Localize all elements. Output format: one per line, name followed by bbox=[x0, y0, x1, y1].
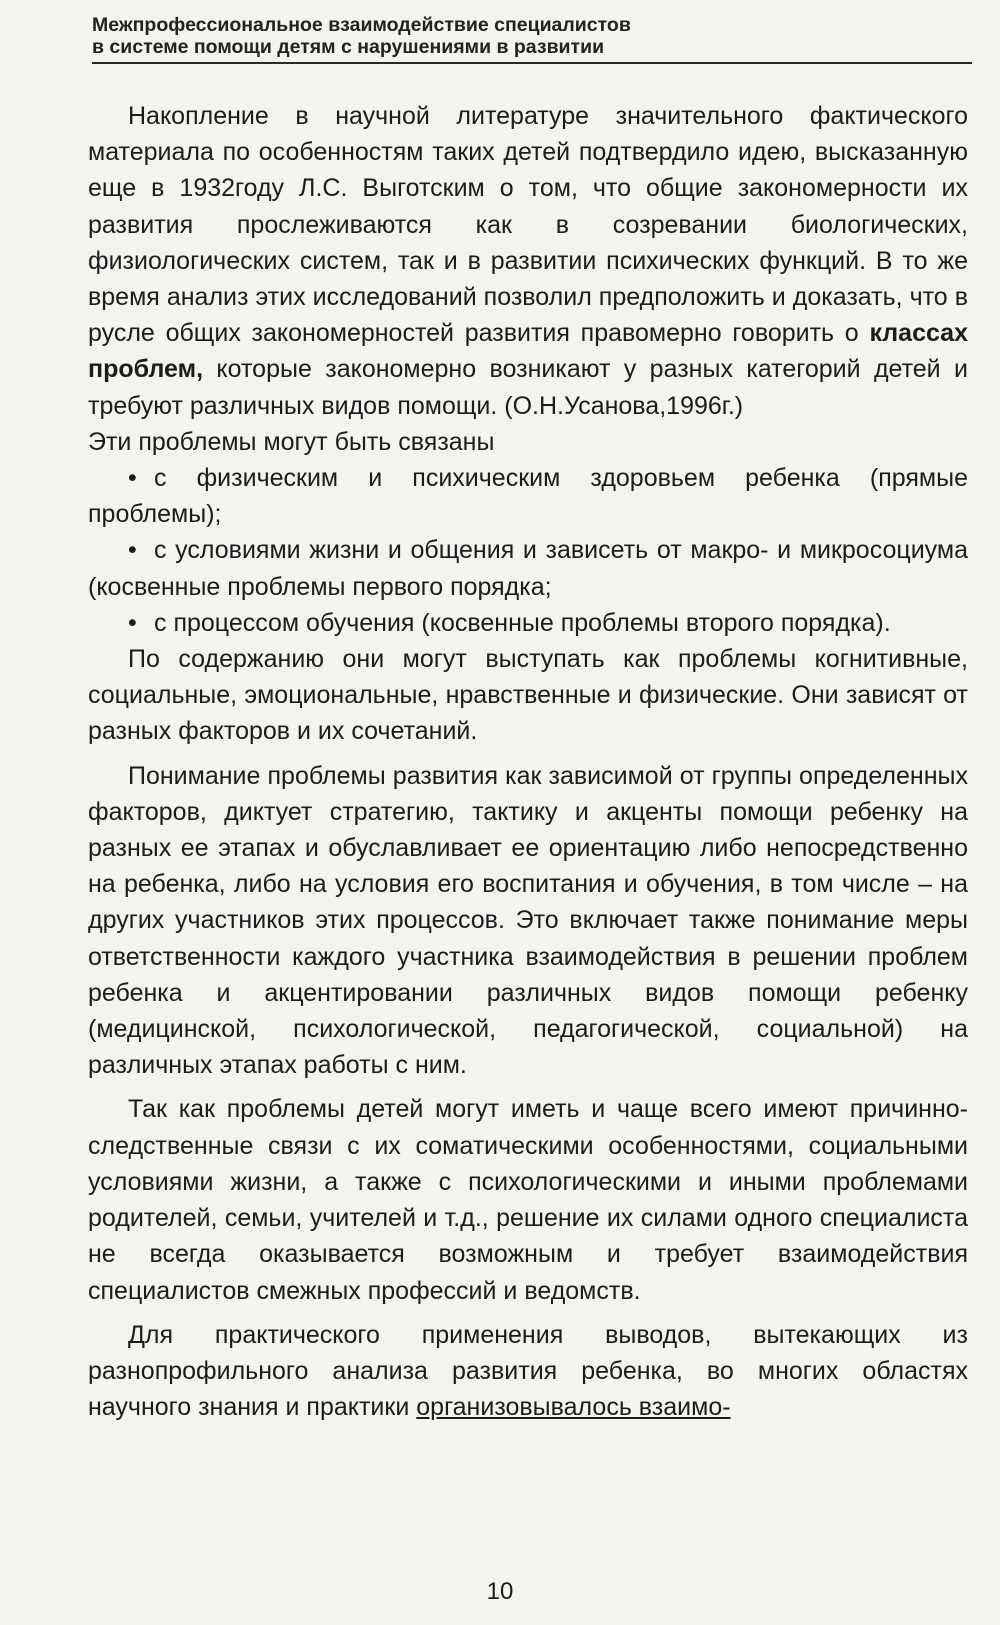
bullet-icon: • bbox=[128, 464, 137, 493]
paragraph-1-text-b: которые закономерно возникают у разных категорий детей и требуют различных видов помощи. (О.Н.Усанова,1996г.) bbox=[88, 355, 968, 420]
running-header bbox=[92, 14, 972, 64]
bullet-item-3 bbox=[88, 605, 968, 641]
page-number: 10 bbox=[486, 1578, 514, 1605]
header-line-1: Межпрофессиональное взаимодействие специалистов bbox=[92, 14, 631, 36]
key-term-bold: классах проблем, bbox=[88, 319, 968, 384]
paragraph-1 bbox=[88, 98, 968, 424]
paragraph-6-text: Для практического применения выводов, вытекающих из разнопрофильного анализа развития ребенка, во многих областях научного знания и практики bbox=[88, 1320, 968, 1422]
bullet-text-2: с условиями жизни и общения и зависеть от макро- и микросоциума (косвенные проблемы первого порядка; bbox=[88, 536, 968, 601]
paragraph-2: Эти проблемы могут быть связаны bbox=[88, 427, 495, 456]
paragraph-6 bbox=[88, 1317, 968, 1426]
bullet-item-2 bbox=[88, 532, 968, 604]
header-line-2: в системе помощи детям с нарушениями в развитии bbox=[92, 36, 605, 58]
bullet-text-1: с физическим и психическим здоровьем ребенка (прямые проблемы); bbox=[88, 464, 968, 529]
underlined-text: организовывалось взаимо- bbox=[416, 1393, 731, 1422]
paragraph-3: По содержанию они могут выступать как проблемы когнитивные, социальные, эмоциональные, нравственные и физические. Они зависят от разных факторов и их сочетаний. bbox=[88, 645, 968, 746]
bullet-text-3: с процессом обучения (косвенные проблемы второго порядка). bbox=[154, 608, 891, 637]
paragraph-5: Так как проблемы детей могут иметь и чаще всего имеют причинно-следственные связи с их соматическими особенностями, социальными условиями жизни, а также с психологическими и иными проблемами родителей, семьи, учителей и т.д., решение их силами одного специалиста не всегда оказывается возможным и требует взаимодействия специалистов смежных профессий и ведомств. bbox=[88, 1095, 968, 1305]
bullet-icon: • bbox=[128, 608, 137, 637]
paragraph-1-text-a: Накопление в научной литературе значительного фактического материала по особенностям таких детей подтвердило идею, высказанную еще в 1932году Л.С. Выготским о том, что общие закономерности их развития прослеживаются как в созревании биологических, физиологических систем, так и в развитии психических функций. В то же время анализ этих исследований позволил предположить и доказать, что в русле общих закономерностей развития правомерно говорить о bbox=[88, 102, 968, 348]
bullet-icon: • bbox=[128, 536, 137, 565]
body-text bbox=[88, 98, 968, 1425]
paragraph-4: Понимание проблемы развития как зависимой от группы определенных факторов, диктует стратегию, тактику и акценты помощи ребенку на разных ее этапах и обуславливает ее ориентацию либо непосредственно на ребенка, либо на условия его воспитания и обучения, в том числе – на других участников этих процессов. Это включает также понимание меры ответственности каждого участника взаимодействия в решении проблем ребенка и акцентировании различных видов помощи ребенку (медицинской, психологической, педагогической, социальной) на различных этапах работы с ним. bbox=[88, 761, 968, 1080]
bullet-item-1 bbox=[88, 460, 968, 532]
